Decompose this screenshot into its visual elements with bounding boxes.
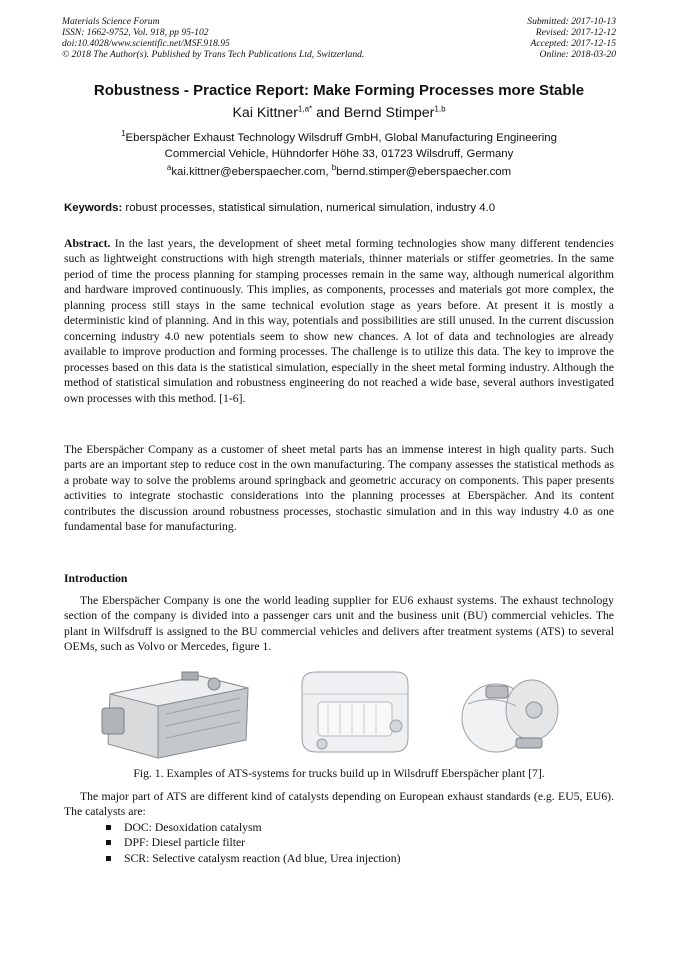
figure-1-ats-images (96, 664, 596, 760)
bullet-square-icon (106, 856, 111, 861)
abstract-text: In the last years, the development of sheet metal forming technologies show many different tendencies such as lightweight constructions with high strength materials, thinner materials or stiffer geometries. In the same period of time the process planning for stamping processes remain in the same way, although numerical algorithm and hardware improved continuously. This implies, as components, processes and materials got more complex, the planning process still stays in the same technical evolution stage as years before. At present it is mostly a deterministic kind of planning. And in this way, potentials and possibilities are still unused. In the current discussion concerning industry 4.0 new potentials seem to show new chances. A lot of data and technologies are already available to improve production and forming processes. The challenge is to utilize this data. The key to improve the processes based on this data is the statistical simulation, especially in the sheet metal forming industry. Although the method of statistical simulation and robustness engineering do not reached a wide base, several authors investigated own processes with this method. [1-6]. (64, 237, 614, 405)
affiliation-sup: 1 (121, 129, 126, 139)
list-item (100, 835, 401, 850)
author-emails (40, 163, 638, 178)
affiliation-line-2: Commercial Vehicle, Hühndorfer Höhe 33, 01723 Wilsdruff, Germany (164, 147, 514, 160)
keywords-text: robust processes, statistical simulation, numerical simulation, industry 4.0 (122, 202, 496, 214)
email-b: bernd.stimper@eberspaecher.com (336, 166, 512, 178)
list-item (100, 851, 401, 866)
email-a-sup: a (166, 163, 172, 173)
introduction-paragraph-2 (64, 789, 614, 820)
list-item-text: DOC: Desoxidation catalysm (124, 821, 262, 834)
catalyst-list (100, 820, 401, 866)
journal-name: Materials Science Forum (62, 16, 160, 27)
paper-title: Robustness - Practice Report: Make Forming Processes more Stable (93, 82, 585, 99)
online-date: Online: 2018-03-20 (539, 49, 616, 60)
submitted-date: Submitted: 2017-10-13 (527, 16, 616, 27)
list-item (100, 820, 401, 835)
journal-header (62, 16, 616, 60)
abstract-label: Abstract. (64, 237, 111, 250)
author-2-sup: 1,b (434, 104, 446, 114)
introduction-paragraph-1 (64, 593, 614, 655)
intro-para-2-text: The major part of ATS are different kind of catalysts depending on European exhaust standards (e.g. EU5, EU6). The catalysts are: (64, 790, 614, 819)
list-item-text: DPF: Diesel particle filter (124, 836, 246, 850)
email-b-sup: b (331, 163, 337, 173)
affiliation (40, 131, 638, 162)
ats-system-image-1 (102, 672, 248, 758)
email-a: kai.kittner@eberspaecher.com, (171, 166, 332, 178)
revised-date: Revised: 2017-12-12 (535, 27, 616, 38)
doi-line: doi:10.4028/www.scientific.net/MSF.918.95 (62, 38, 230, 49)
list-item-text: SCR: Selective catalysm reaction (Ad blue, Urea injection) (124, 851, 401, 865)
affiliation-line-1: Eberspächer Exhaust Technology Wilsdruff GmbH, Global Manufacturing Engineering (125, 132, 557, 144)
ats-system-image-3 (462, 680, 558, 752)
section-heading-introduction: Introduction (64, 572, 128, 585)
copyright-line: © 2018 The Author(s). Published by Trans Tech Publications Ltd, Switzerland. (62, 49, 365, 60)
accepted-date: Accepted: 2017-12-15 (530, 38, 616, 49)
bullet-square-icon (106, 840, 111, 845)
abstract (64, 236, 614, 406)
author-1: Kai Kittner (232, 105, 298, 121)
figure-1-caption: Fig. 1. Examples of ATS-systems for trucks build up in Wilsdruff Eberspächer plant [7]. (133, 767, 545, 780)
ats-system-image-2 (302, 672, 408, 752)
abstract-para-2-text: The Eberspächer Company as a customer of sheet metal parts has an immense interest in high quality parts. Such parts are an important step to reduce cost in the own manufacturing. The company assesses the statistical methods as a probate way to solve the problems around springback and geometric accuracy on components. This paper presents activities to integrate stochastic considerations into the planning processes at Eberspächer. And its content contributes the discussion around robustness processes, stochastic simulation and in this way industry 4.0 as one fundamental base for manufacturing. (64, 443, 614, 534)
abstract-paragraph-2 (64, 442, 614, 535)
intro-para-1-text: The Eberspächer Company is one the world leading supplier for EU6 exhaust systems. The exhaust technology section of the company is divided into a passenger cars unit and the business unit (BU) commercial vehicles. The plant in Wilfsdruff is assigned to the BU commercial vehicles and delivers after treatment systems (ATS) to several OEMs, such as Volvo or Mercedes, figure 1. (64, 594, 614, 654)
keywords (64, 202, 616, 214)
keywords-label: Keywords: (64, 202, 123, 214)
author-conjunction: and (312, 105, 344, 121)
author-2: Bernd Stimper (343, 105, 435, 121)
author-1-sup: 1,a* (297, 104, 313, 114)
bullet-square-icon (106, 825, 111, 830)
issn-line: ISSN: 1662-9752, Vol. 918, pp 95-102 (62, 27, 209, 38)
author-line (40, 105, 638, 121)
